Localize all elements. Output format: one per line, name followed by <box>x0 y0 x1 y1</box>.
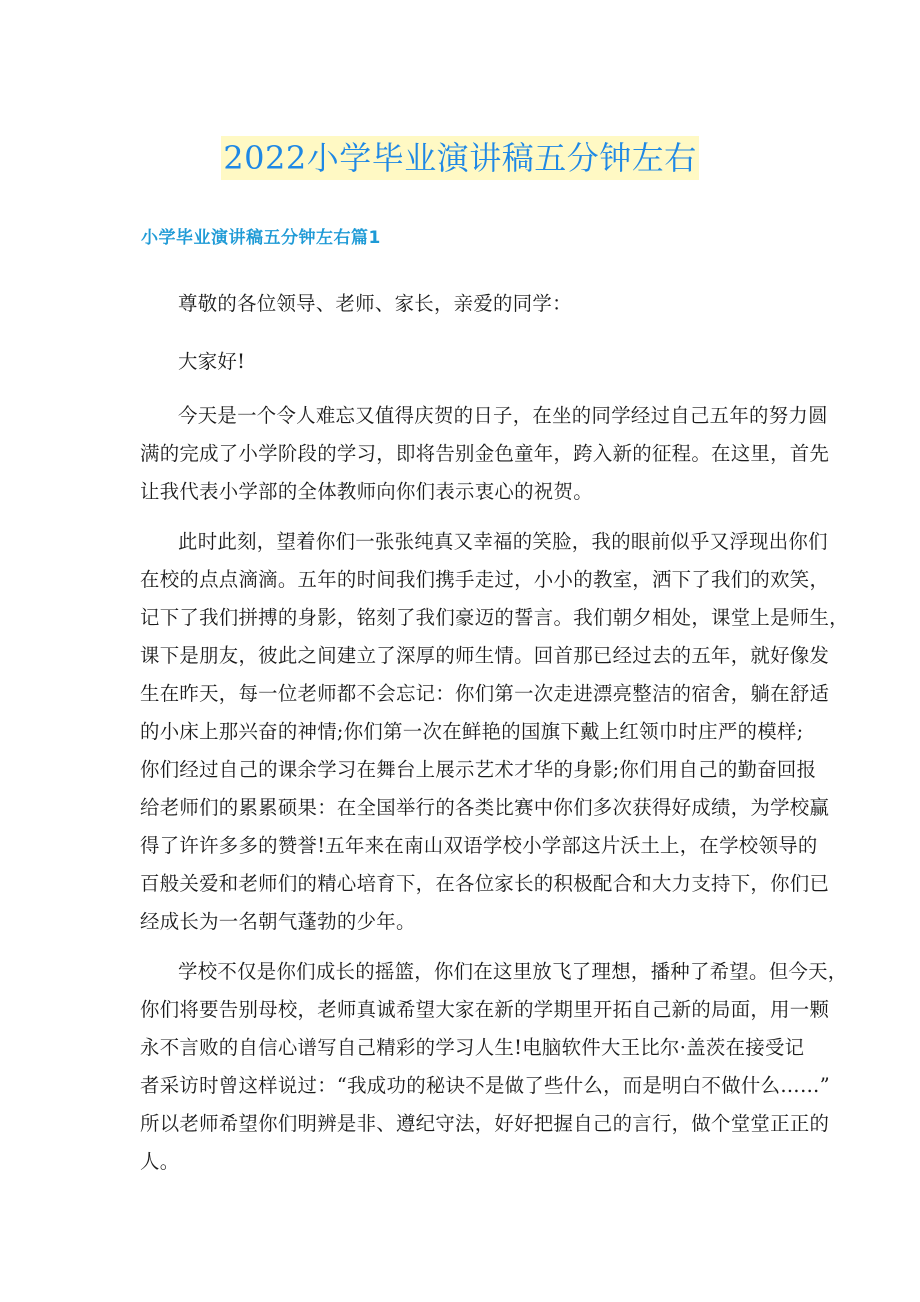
paragraph-line: 你们经过自己的课余学习在舞台上展示艺术才华的身影;你们用自己的勤奋回报 <box>140 758 817 781</box>
paragraph-3 <box>140 953 848 1181</box>
paragraph-2 <box>140 523 849 941</box>
paragraph-line: 你们将要告别母校，老师真诚希望大家在新的学期里开拓自己新的局面，用一颗 <box>140 998 830 1021</box>
paragraph-line: 人。 <box>140 1150 180 1173</box>
paragraph-line: 学校不仅是你们成长的摇篮，你们在这里放飞了理想，播种了希望。但今天， <box>178 960 848 983</box>
paragraph-line: 生在昨天，每一位老师都不会忘记：你们第一次走进漂亮整洁的宿舍，躺在舒适 <box>140 682 830 705</box>
paragraph-line: 永不言败的自信心谱写自己精彩的学习人生!电脑软件大王比尔·盖茨在接受记 <box>140 1036 805 1059</box>
paragraph-line: 得了许许多多的赞誉!五年来在南山双语学校小学部这片沃土上，在学校领导的 <box>140 834 818 857</box>
section-heading: 小学毕业演讲稿五分钟左右篇1 <box>141 228 381 248</box>
paragraph-line: 的小床上那兴奋的神情;你们第一次在鲜艳的国旗下戴上红领巾时庄严的模样; <box>140 720 804 743</box>
paragraph-line: 经成长为一名朝气蓬勃的少年。 <box>140 910 416 933</box>
paragraph-line: 在校的点点滴滴。五年的时间我们携手走过，小小的教室，洒下了我们的欢笑， <box>140 568 830 591</box>
paragraph-line: 给老师们的累累硕果：在全国举行的各类比赛中你们多次获得好成绩，为学校赢 <box>140 796 830 819</box>
paragraph-line: 满的完成了小学阶段的学习，即将告别金色童年，跨入新的征程。在这里，首先 <box>140 442 830 465</box>
paragraph-line: 百般关爱和老师们的精心培育下，在各位家长的积极配合和大力支持下，你们已 <box>140 872 830 895</box>
paragraph-line: 让我代表小学部的全体教师向你们表示衷心的祝贺。 <box>140 480 593 503</box>
paragraph-line: 记下了我们拼搏的身影，铭刻了我们豪迈的誓言。我们朝夕相处，课堂上是师生， <box>140 606 849 629</box>
paragraph-line: 此时此刻，望着你们一张张纯真又幸福的笑脸，我的眼前似乎又浮现出你们 <box>178 530 828 553</box>
greeting: 大家好! <box>178 350 246 373</box>
paragraph-line: 者采访时曾这样说过：“我成功的秘诀不是做了些什么，而是明白不做什么……” <box>140 1074 830 1097</box>
paragraph-line: 所以老师希望你们明辨是非、遵纪守法，好好把握自己的言行，做个堂堂正正的 <box>140 1112 830 1135</box>
salutation: 尊敬的各位领导、老师、家长，亲爱的同学： <box>178 292 572 315</box>
document-title: 2022小学毕业演讲稿五分钟左右 <box>221 136 698 180</box>
paragraph-line: 今天是一个令人难忘又值得庆贺的日子，在坐的同学经过自己五年的努力圆 <box>178 404 828 427</box>
salutation-block <box>140 285 780 323</box>
greeting-block <box>140 343 780 381</box>
paragraph-line: 课下是朋友，彼此之间建立了深厚的师生情。回首那已经过去的五年，就好像发 <box>140 644 830 667</box>
title-container <box>0 136 920 180</box>
paragraph-1 <box>140 397 830 511</box>
